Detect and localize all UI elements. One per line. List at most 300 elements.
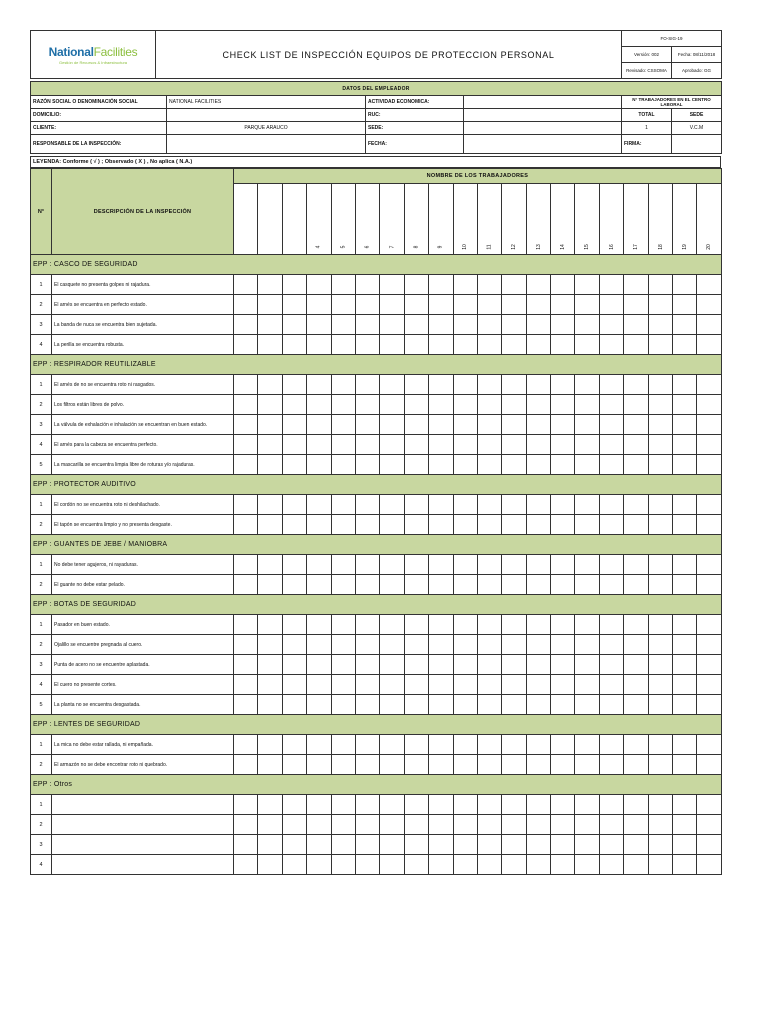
check-cell[interactable] [258,295,282,315]
check-cell[interactable] [624,555,648,575]
check-cell[interactable] [331,615,355,635]
check-cell[interactable] [258,835,282,855]
check-cell[interactable] [282,455,306,475]
check-cell[interactable] [526,455,550,475]
check-cell[interactable] [380,755,404,775]
check-cell[interactable] [648,455,672,475]
check-cell[interactable] [331,855,355,875]
check-cell[interactable] [551,375,575,395]
check-cell[interactable] [331,695,355,715]
check-cell[interactable] [331,295,355,315]
check-cell[interactable] [282,815,306,835]
check-cell[interactable] [429,655,453,675]
domicilio-value[interactable] [167,109,366,122]
check-cell[interactable] [307,435,331,455]
check-cell[interactable] [599,575,623,595]
check-cell[interactable] [624,635,648,655]
check-cell[interactable] [624,675,648,695]
check-cell[interactable] [673,635,697,655]
check-cell[interactable] [599,655,623,675]
worker-name-cell[interactable] [453,184,477,255]
check-cell[interactable] [502,615,526,635]
check-cell[interactable] [526,615,550,635]
check-cell[interactable] [502,795,526,815]
check-cell[interactable] [234,635,258,655]
check-cell[interactable] [355,395,379,415]
check-cell[interactable] [258,815,282,835]
check-cell[interactable] [429,675,453,695]
check-cell[interactable] [380,375,404,395]
check-cell[interactable] [355,835,379,855]
check-cell[interactable] [599,735,623,755]
worker-name-cell[interactable] [258,184,282,255]
worker-name-cell[interactable] [575,184,599,255]
check-cell[interactable] [404,335,428,355]
check-cell[interactable] [429,815,453,835]
check-cell[interactable] [404,795,428,815]
check-cell[interactable] [307,695,331,715]
check-cell[interactable] [477,655,501,675]
worker-name-cell[interactable] [331,184,355,255]
check-cell[interactable] [307,735,331,755]
check-cell[interactable] [355,515,379,535]
check-cell[interactable] [429,315,453,335]
check-cell[interactable] [502,515,526,535]
check-cell[interactable] [380,855,404,875]
check-cell[interactable] [477,395,501,415]
check-cell[interactable] [355,315,379,335]
check-cell[interactable] [258,415,282,435]
check-cell[interactable] [453,275,477,295]
check-cell[interactable] [697,435,721,455]
check-cell[interactable] [355,675,379,695]
check-cell[interactable] [599,755,623,775]
check-cell[interactable] [551,315,575,335]
check-cell[interactable] [551,755,575,775]
check-cell[interactable] [453,575,477,595]
check-cell[interactable] [282,555,306,575]
check-cell[interactable] [648,495,672,515]
check-cell[interactable] [526,655,550,675]
check-cell[interactable] [453,395,477,415]
worker-name-cell[interactable] [648,184,672,255]
check-cell[interactable] [526,735,550,755]
check-cell[interactable] [575,455,599,475]
check-cell[interactable] [380,835,404,855]
check-cell[interactable] [404,755,428,775]
check-cell[interactable] [526,755,550,775]
worker-name-cell[interactable] [673,184,697,255]
check-cell[interactable] [307,375,331,395]
check-cell[interactable] [282,515,306,535]
check-cell[interactable] [624,515,648,535]
check-cell[interactable] [355,735,379,755]
check-cell[interactable] [599,295,623,315]
check-cell[interactable] [429,755,453,775]
check-cell[interactable] [575,695,599,715]
check-cell[interactable] [502,755,526,775]
check-cell[interactable] [429,855,453,875]
check-cell[interactable] [404,495,428,515]
check-cell[interactable] [697,735,721,755]
ruc-value[interactable] [464,109,622,122]
check-cell[interactable] [599,275,623,295]
check-cell[interactable] [599,335,623,355]
check-cell[interactable] [429,795,453,815]
check-cell[interactable] [331,335,355,355]
check-cell[interactable] [526,575,550,595]
check-cell[interactable] [453,835,477,855]
check-cell[interactable] [551,795,575,815]
check-cell[interactable] [526,835,550,855]
check-cell[interactable] [575,755,599,775]
check-cell[interactable] [526,275,550,295]
check-cell[interactable] [502,735,526,755]
check-cell[interactable] [234,855,258,875]
check-cell[interactable] [282,675,306,695]
check-cell[interactable] [355,415,379,435]
check-cell[interactable] [453,655,477,675]
check-cell[interactable] [234,515,258,535]
check-cell[interactable] [599,835,623,855]
check-cell[interactable] [453,635,477,655]
check-cell[interactable] [502,335,526,355]
worker-name-cell[interactable] [404,184,428,255]
check-cell[interactable] [551,555,575,575]
check-cell[interactable] [331,655,355,675]
worker-name-cell[interactable] [429,184,453,255]
check-cell[interactable] [355,855,379,875]
check-cell[interactable] [258,795,282,815]
check-cell[interactable] [624,455,648,475]
check-cell[interactable] [380,515,404,535]
check-cell[interactable] [234,795,258,815]
check-cell[interactable] [282,735,306,755]
check-cell[interactable] [453,735,477,755]
check-cell[interactable] [355,495,379,515]
check-cell[interactable] [477,575,501,595]
check-cell[interactable] [551,675,575,695]
check-cell[interactable] [502,555,526,575]
check-cell[interactable] [624,815,648,835]
check-cell[interactable] [307,575,331,595]
check-cell[interactable] [477,815,501,835]
check-cell[interactable] [234,655,258,675]
check-cell[interactable] [234,415,258,435]
check-cell[interactable] [453,675,477,695]
check-cell[interactable] [697,495,721,515]
check-cell[interactable] [502,635,526,655]
check-cell[interactable] [258,735,282,755]
check-cell[interactable] [355,695,379,715]
check-cell[interactable] [526,295,550,315]
check-cell[interactable] [477,315,501,335]
check-cell[interactable] [526,315,550,335]
check-cell[interactable] [355,815,379,835]
check-cell[interactable] [307,495,331,515]
check-cell[interactable] [648,395,672,415]
check-cell[interactable] [404,395,428,415]
check-cell[interactable] [697,455,721,475]
check-cell[interactable] [404,675,428,695]
check-cell[interactable] [453,435,477,455]
check-cell[interactable] [258,855,282,875]
check-cell[interactable] [697,415,721,435]
check-cell[interactable] [282,615,306,635]
check-cell[interactable] [673,675,697,695]
sede-value[interactable]: V.C.M [672,122,722,135]
check-cell[interactable] [575,835,599,855]
check-cell[interactable] [648,815,672,835]
check-cell[interactable] [526,335,550,355]
check-cell[interactable] [673,555,697,575]
check-cell[interactable] [258,495,282,515]
check-cell[interactable] [380,495,404,515]
check-cell[interactable] [404,415,428,435]
check-cell[interactable] [234,575,258,595]
check-cell[interactable] [234,335,258,355]
razon-social-value[interactable]: NATIONAL FACILITIES [167,96,366,109]
check-cell[interactable] [697,795,721,815]
check-cell[interactable] [551,615,575,635]
check-cell[interactable] [673,455,697,475]
check-cell[interactable] [599,495,623,515]
check-cell[interactable] [282,315,306,335]
check-cell[interactable] [307,515,331,535]
sede-value-field[interactable] [464,122,622,135]
check-cell[interactable] [697,375,721,395]
check-cell[interactable] [526,675,550,695]
check-cell[interactable] [331,735,355,755]
check-cell[interactable] [551,855,575,875]
check-cell[interactable] [307,855,331,875]
check-cell[interactable] [234,695,258,715]
check-cell[interactable] [258,635,282,655]
check-cell[interactable] [380,675,404,695]
check-cell[interactable] [380,435,404,455]
check-cell[interactable] [307,655,331,675]
check-cell[interactable] [648,435,672,455]
check-cell[interactable] [551,735,575,755]
check-cell[interactable] [380,555,404,575]
check-cell[interactable] [673,755,697,775]
check-cell[interactable] [258,335,282,355]
check-cell[interactable] [282,835,306,855]
check-cell[interactable] [404,315,428,335]
check-cell[interactable] [502,695,526,715]
check-cell[interactable] [307,555,331,575]
check-cell[interactable] [648,755,672,775]
check-cell[interactable] [429,695,453,715]
check-cell[interactable] [331,455,355,475]
check-cell[interactable] [624,335,648,355]
check-cell[interactable] [697,575,721,595]
worker-name-cell[interactable] [551,184,575,255]
total-value[interactable]: 1 [622,122,672,135]
check-cell[interactable] [575,375,599,395]
check-cell[interactable] [380,315,404,335]
check-cell[interactable] [331,275,355,295]
check-cell[interactable] [551,435,575,455]
check-cell[interactable] [648,375,672,395]
check-cell[interactable] [673,295,697,315]
check-cell[interactable] [551,815,575,835]
check-cell[interactable] [697,335,721,355]
check-cell[interactable] [551,495,575,515]
check-cell[interactable] [648,615,672,635]
check-cell[interactable] [624,495,648,515]
check-cell[interactable] [673,855,697,875]
check-cell[interactable] [477,795,501,815]
check-cell[interactable] [502,315,526,335]
check-cell[interactable] [404,835,428,855]
check-cell[interactable] [624,315,648,335]
check-cell[interactable] [697,855,721,875]
check-cell[interactable] [697,315,721,335]
check-cell[interactable] [477,555,501,575]
check-cell[interactable] [624,735,648,755]
check-cell[interactable] [502,655,526,675]
check-cell[interactable] [477,755,501,775]
check-cell[interactable] [526,495,550,515]
check-cell[interactable] [697,275,721,295]
check-cell[interactable] [648,315,672,335]
check-cell[interactable] [331,575,355,595]
worker-name-cell[interactable] [599,184,623,255]
check-cell[interactable] [673,495,697,515]
check-cell[interactable] [624,795,648,815]
check-cell[interactable] [234,615,258,635]
check-cell[interactable] [624,415,648,435]
check-cell[interactable] [624,375,648,395]
check-cell[interactable] [551,455,575,475]
check-cell[interactable] [502,455,526,475]
check-cell[interactable] [258,675,282,695]
check-cell[interactable] [234,375,258,395]
check-cell[interactable] [404,735,428,755]
check-cell[interactable] [331,435,355,455]
check-cell[interactable] [355,615,379,635]
check-cell[interactable] [453,335,477,355]
check-cell[interactable] [526,435,550,455]
check-cell[interactable] [599,695,623,715]
check-cell[interactable] [575,815,599,835]
worker-name-cell[interactable] [380,184,404,255]
check-cell[interactable] [599,455,623,475]
check-cell[interactable] [380,295,404,315]
check-cell[interactable] [429,635,453,655]
check-cell[interactable] [624,855,648,875]
check-cell[interactable] [526,635,550,655]
check-cell[interactable] [331,755,355,775]
check-cell[interactable] [307,335,331,355]
check-cell[interactable] [331,555,355,575]
check-cell[interactable] [429,555,453,575]
check-cell[interactable] [477,275,501,295]
check-cell[interactable] [624,295,648,315]
check-cell[interactable] [624,835,648,855]
check-cell[interactable] [502,855,526,875]
check-cell[interactable] [477,835,501,855]
check-cell[interactable] [502,375,526,395]
check-cell[interactable] [429,575,453,595]
check-cell[interactable] [551,575,575,595]
check-cell[interactable] [502,835,526,855]
check-cell[interactable] [551,835,575,855]
check-cell[interactable] [477,375,501,395]
worker-name-cell[interactable] [355,184,379,255]
check-cell[interactable] [477,415,501,435]
check-cell[interactable] [258,655,282,675]
check-cell[interactable] [673,415,697,435]
check-cell[interactable] [234,735,258,755]
check-cell[interactable] [380,795,404,815]
check-cell[interactable] [258,455,282,475]
check-cell[interactable] [599,635,623,655]
check-cell[interactable] [258,515,282,535]
check-cell[interactable] [575,395,599,415]
check-cell[interactable] [404,655,428,675]
check-cell[interactable] [453,295,477,315]
check-cell[interactable] [477,695,501,715]
check-cell[interactable] [697,695,721,715]
check-cell[interactable] [551,275,575,295]
check-cell[interactable] [526,695,550,715]
check-cell[interactable] [599,795,623,815]
check-cell[interactable] [331,835,355,855]
check-cell[interactable] [380,415,404,435]
check-cell[interactable] [502,395,526,415]
check-cell[interactable] [380,335,404,355]
fecha-value[interactable] [464,135,622,154]
check-cell[interactable] [697,655,721,675]
check-cell[interactable] [477,455,501,475]
check-cell[interactable] [673,375,697,395]
check-cell[interactable] [331,515,355,535]
check-cell[interactable] [551,515,575,535]
check-cell[interactable] [404,455,428,475]
check-cell[interactable] [673,835,697,855]
check-cell[interactable] [355,295,379,315]
check-cell[interactable] [307,275,331,295]
check-cell[interactable] [551,415,575,435]
check-cell[interactable] [453,375,477,395]
check-cell[interactable] [380,735,404,755]
check-cell[interactable] [624,695,648,715]
check-cell[interactable] [282,495,306,515]
check-cell[interactable] [404,815,428,835]
check-cell[interactable] [307,675,331,695]
check-cell[interactable] [331,635,355,655]
check-cell[interactable] [429,415,453,435]
check-cell[interactable] [404,635,428,655]
check-cell[interactable] [234,435,258,455]
check-cell[interactable] [258,555,282,575]
check-cell[interactable] [282,395,306,415]
check-cell[interactable] [697,615,721,635]
check-cell[interactable] [673,435,697,455]
check-cell[interactable] [282,435,306,455]
check-cell[interactable] [575,855,599,875]
check-cell[interactable] [404,515,428,535]
check-cell[interactable] [673,575,697,595]
check-cell[interactable] [624,615,648,635]
check-cell[interactable] [648,415,672,435]
check-cell[interactable] [380,655,404,675]
check-cell[interactable] [599,815,623,835]
check-cell[interactable] [697,755,721,775]
check-cell[interactable] [575,515,599,535]
